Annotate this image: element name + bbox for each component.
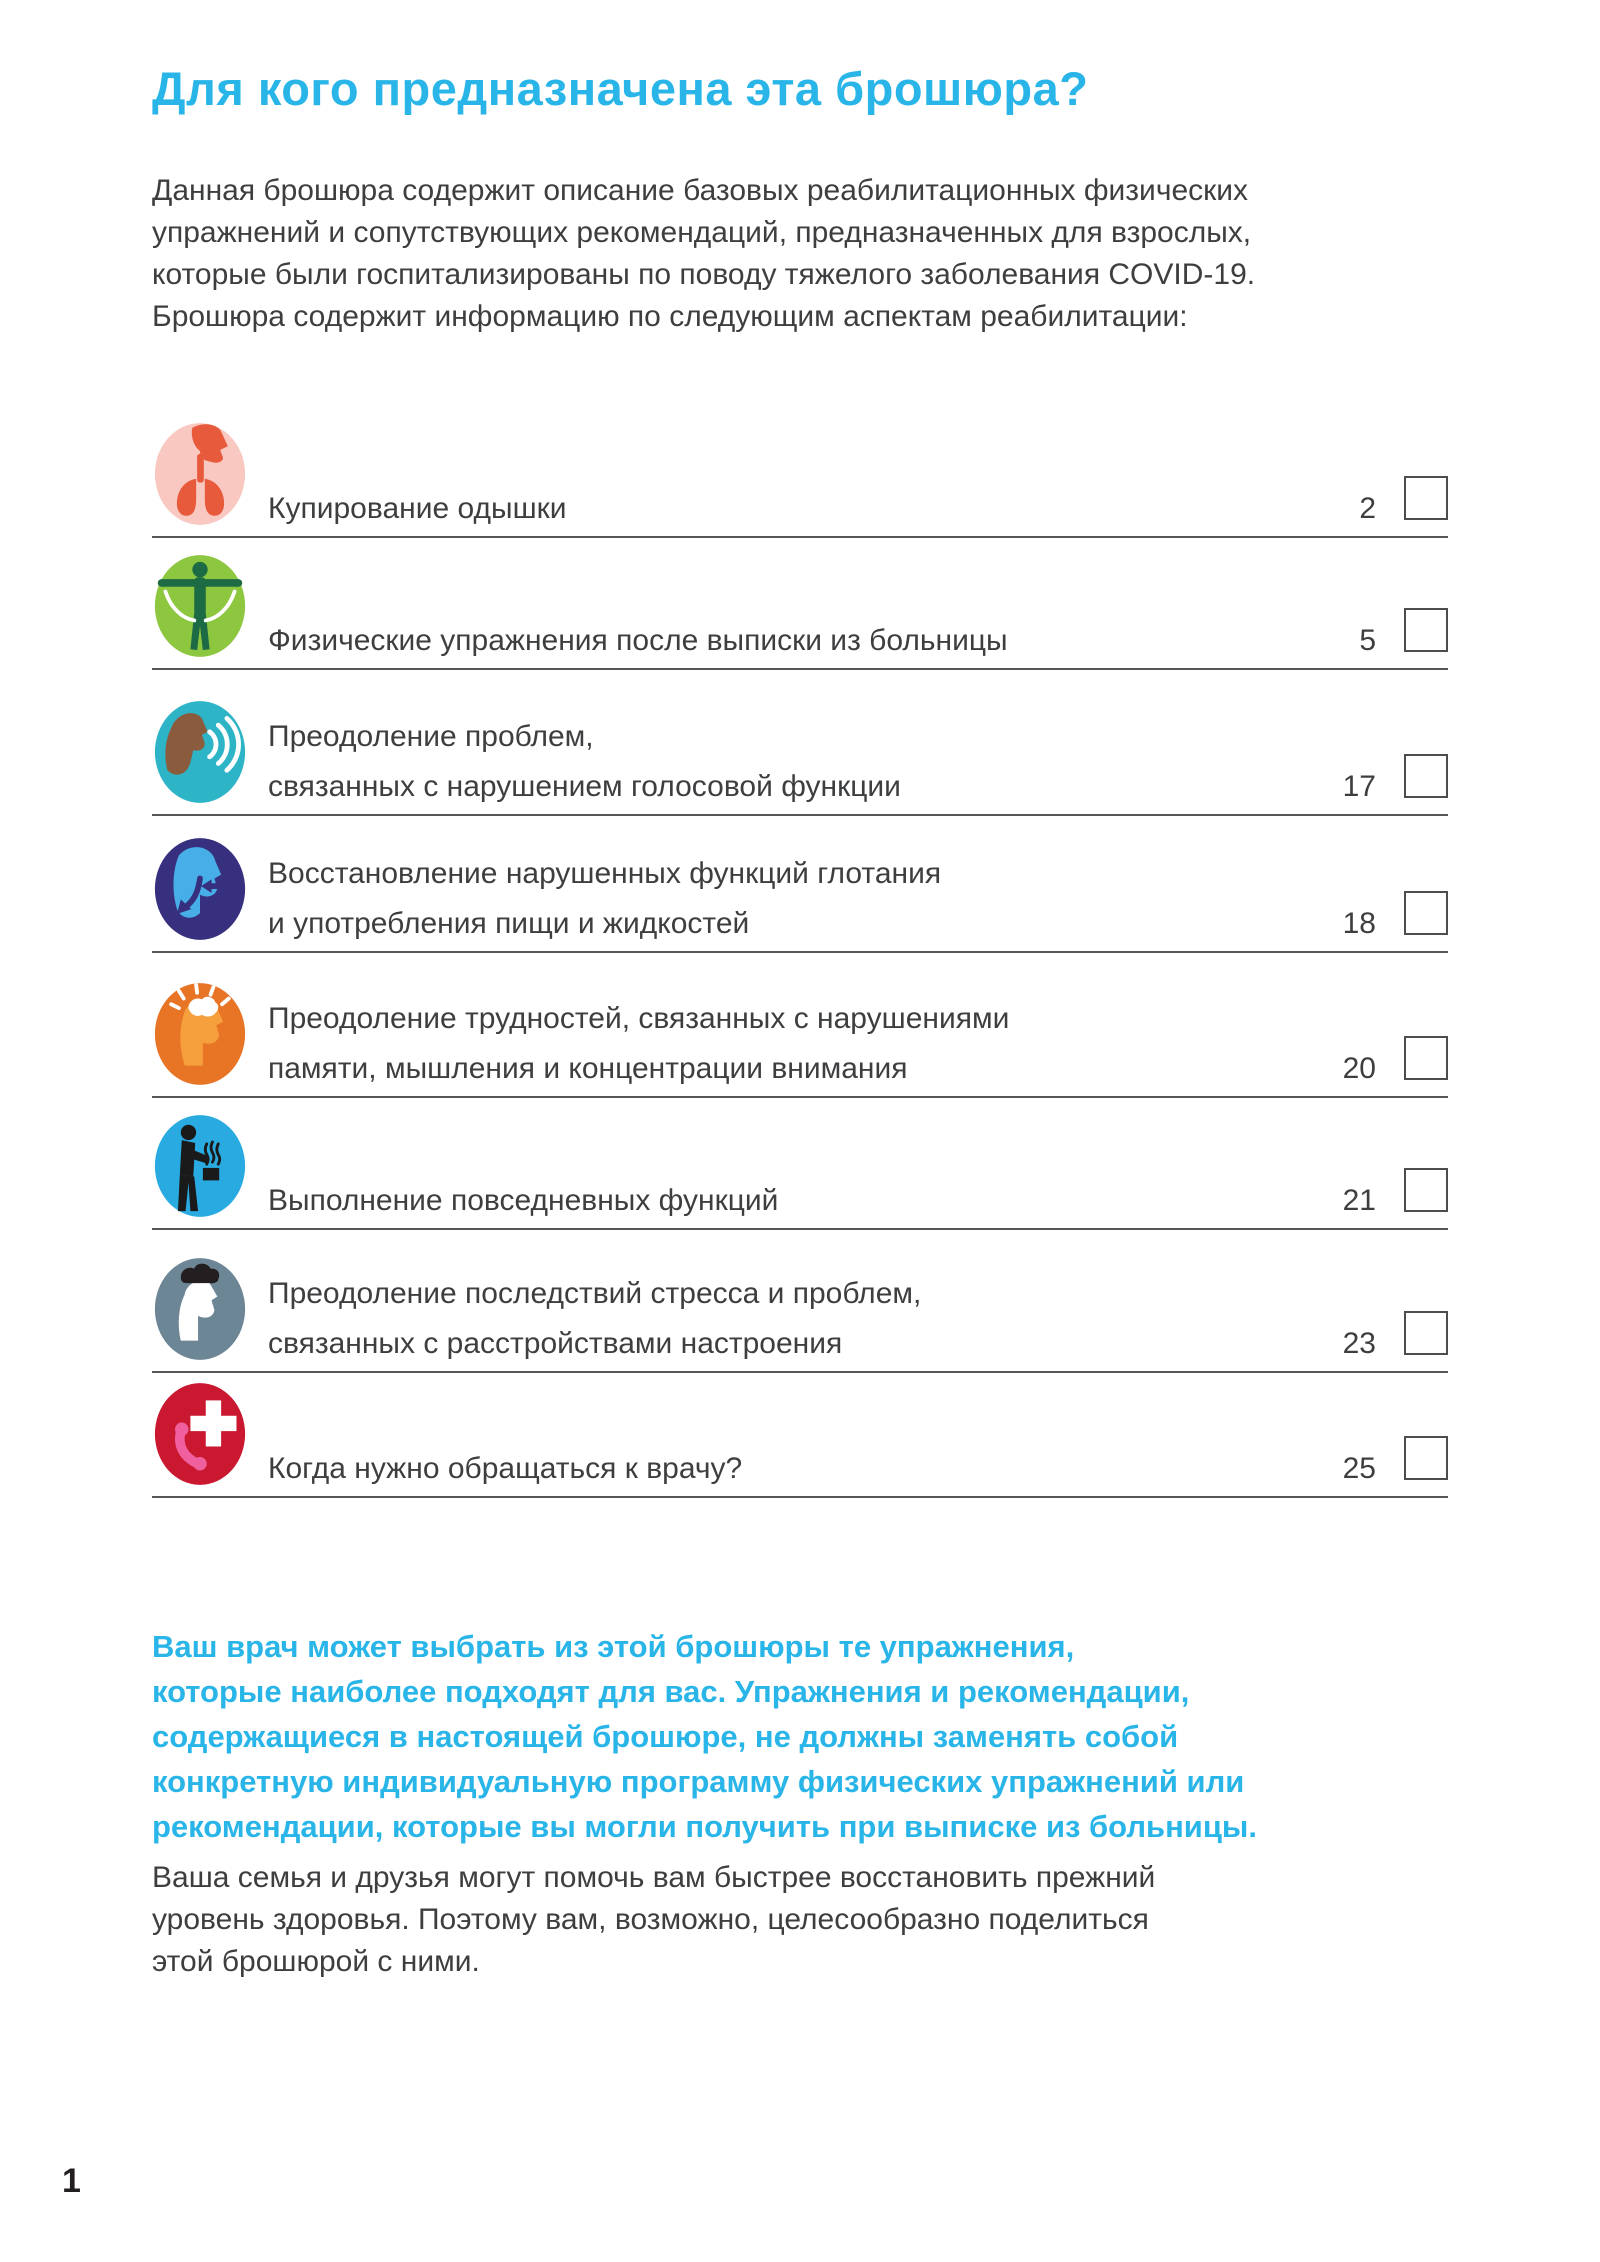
doctor-note-line: рекомендации, которые вы могли получить при выписке из больницы. [152, 1809, 1258, 1844]
breathlessness-lungs-icon [152, 420, 248, 528]
toc-checkbox[interactable] [1404, 476, 1448, 520]
toc-item-label: Когда нужно обращаться к врачу? [268, 1452, 743, 1485]
toc-page-number: 25 [1342, 1452, 1376, 1485]
toc-checkbox[interactable] [1404, 1436, 1448, 1480]
memory-brain-icon [152, 980, 248, 1088]
toc-page-number: 21 [1342, 1184, 1376, 1217]
footer-page-number: 1 [62, 2162, 81, 2200]
swallowing-icon [152, 835, 248, 943]
toc-checkbox[interactable] [1404, 1036, 1448, 1080]
intro-line: упражнений и сопутствующих рекомендаций, предназначенных для взрослых, [152, 216, 1252, 249]
toc-page-number: 23 [1342, 1327, 1376, 1360]
family-note-paragraph [152, 1857, 1448, 1983]
toc-item-swallowing[interactable] [152, 816, 1448, 953]
table-of-contents [152, 408, 1448, 1498]
toc-checkbox[interactable] [1404, 891, 1448, 935]
doctor-note-line: Ваш врач может выбрать из этой брошюры те упражнения, [152, 1629, 1075, 1664]
doctor-note-paragraph [152, 1624, 1448, 1849]
family-note-line: Ваша семья и друзья могут помочь вам быстрее восстановить прежний [152, 1861, 1156, 1894]
toc-item-stress[interactable] [152, 1230, 1448, 1373]
page-content [152, 0, 1448, 1983]
toc-page-number: 5 [1359, 624, 1376, 657]
family-note-line: этой брошюрой с ними. [152, 1945, 480, 1978]
doctor-note-line: конкретную индивидуальную программу физических упражнений или [152, 1764, 1245, 1799]
page-title: Для кого предназначена эта брошюра? [152, 62, 1089, 115]
stress-mood-icon [152, 1255, 248, 1363]
toc-page-number: 20 [1342, 1052, 1376, 1085]
toc-item-label: Купирование одышки [268, 492, 567, 525]
toc-item-label: Преодоление последствий стресса и проблем, связанных с расстройствами настроения [268, 1277, 922, 1360]
daily-activities-icon [152, 1112, 248, 1220]
toc-item-label: Выполнение повседневных функций [268, 1184, 779, 1217]
toc-item-label: Преодоление проблем, связанных с нарушением голосовой функции [268, 720, 901, 803]
toc-page-number: 2 [1359, 492, 1376, 525]
toc-checkbox[interactable] [1404, 1168, 1448, 1212]
exercise-figure-icon [152, 552, 248, 660]
toc-item-call-doctor[interactable] [152, 1373, 1448, 1498]
doctor-note-line: содержащиеся в настоящей брошюре, не должны заменять собой [152, 1719, 1179, 1754]
family-note-line: уровень здоровья. Поэтому вам, возможно, целесообразно поделиться [152, 1903, 1149, 1936]
toc-item-label: Восстановление нарушенных функций глотания и употребления пищи и жидкостей [268, 857, 942, 940]
call-doctor-icon [152, 1380, 248, 1488]
intro-line: Брошюра содержит информацию по следующим аспектам реабилитации: [152, 300, 1188, 333]
toc-item-label: Физические упражнения после выписки из больницы [268, 624, 1008, 657]
voice-speaking-icon [152, 698, 248, 806]
toc-item-daily-activities[interactable] [152, 1098, 1448, 1230]
toc-item-exercise[interactable] [152, 538, 1448, 670]
intro-line: которые были госпитализированы по поводу тяжелого заболевания COVID-19. [152, 258, 1256, 291]
toc-page-number: 17 [1342, 770, 1376, 803]
toc-checkbox[interactable] [1404, 608, 1448, 652]
toc-checkbox[interactable] [1404, 1311, 1448, 1355]
toc-item-memory[interactable] [152, 953, 1448, 1098]
toc-item-voice[interactable] [152, 670, 1448, 816]
intro-line: Данная брошюра содержит описание базовых реабилитационных физических [152, 174, 1249, 207]
toc-item-label: Преодоление трудностей, связанных с нарушениями памяти, мышления и концентрации внимания [268, 1002, 1010, 1085]
toc-page-number: 18 [1342, 907, 1376, 940]
toc-checkbox[interactable] [1404, 754, 1448, 798]
toc-item-breathlessness[interactable] [152, 408, 1448, 538]
intro-paragraph [152, 170, 1448, 338]
doctor-note-line: которые наиболее подходят для вас. Упражнения и рекомендации, [152, 1674, 1190, 1709]
